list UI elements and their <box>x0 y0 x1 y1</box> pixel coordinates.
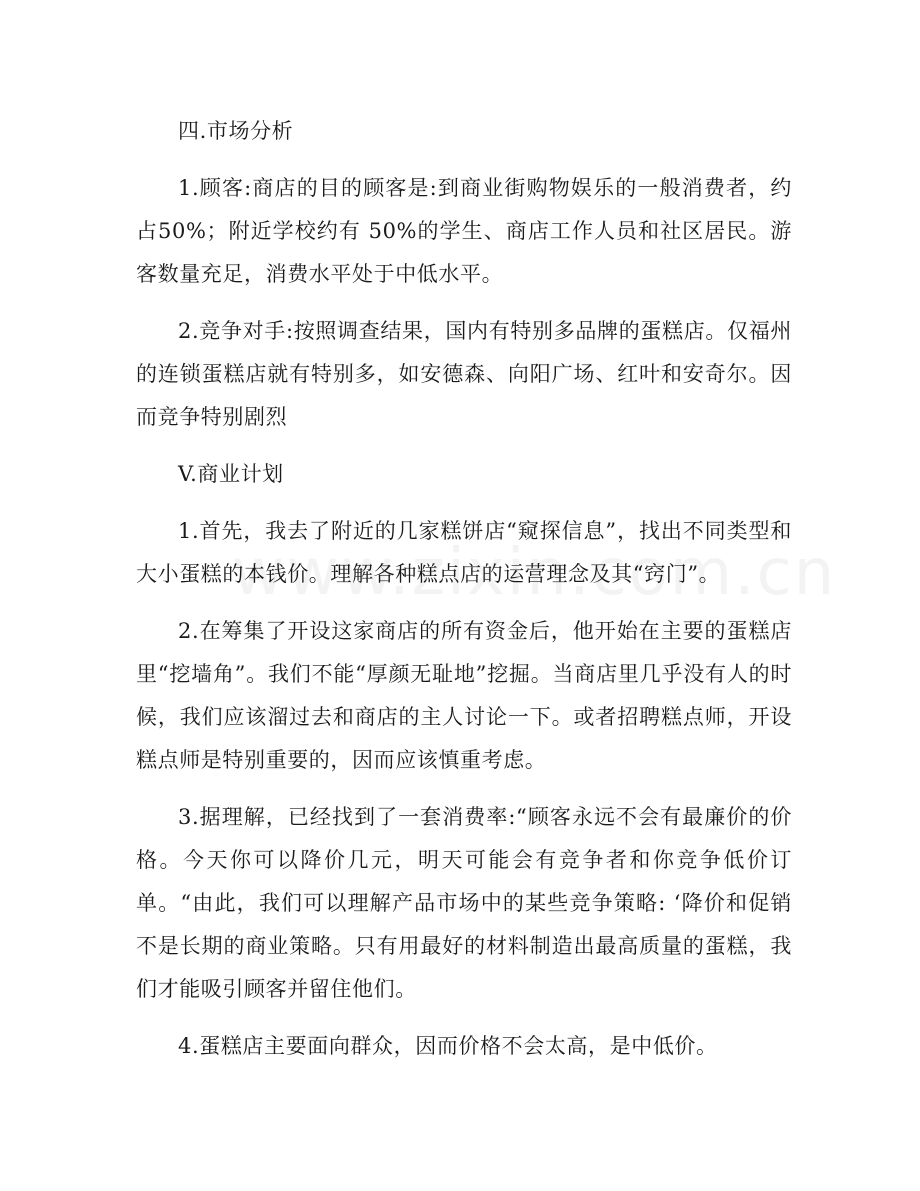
paragraph-plan-1: 1.首先，我去了附近的几家糕饼店“窥探信息”，找出不同类型和大小蛋糕的本钱价。理解各种糕点店的运营理念及其“窍门”。 <box>136 519 792 586</box>
paragraph-plan-3: 3.据理解，已经找到了一套消费率:“顾客永远不会有最廉价的价格。今天你可以降价几元，明天可能会有竞争者和你竞争低价订单。“由此，我们可以理解产品市场中的某些竞争策略: ‘降价和促销不是长期的商业策略。只有用最好的材料制造出最高质量的蛋糕，我们才能吸引顾客并留住他们。 <box>136 805 792 1001</box>
section-heading-business-plan: V.商业计划 <box>178 462 284 486</box>
paragraph-plan-2: 2.在筹集了开设这家商店的所有资金后，他开始在主要的蛋糕店里“挖墙角”。我们不能“厚颜无耻地”挖掘。当商店里几乎没有人的时候，我们应该溜过去和商店的主人讨论一下。或者招聘糕点师，开设糕点师是特别重要的，因而应该慎重考虑。 <box>136 619 792 772</box>
section-heading-market-analysis: 四.市场分析 <box>178 119 294 143</box>
paragraph-competitors: 2.竞争对手:按照调查结果，国内有特别多品牌的蛋糕店。仅福州的连锁蛋糕店就有特别多，如安德森、向阳广场、红叶和安奇尔。因而竞争特别剧烈 <box>136 319 792 429</box>
paragraph-customers: 1.顾客:商店的目的顾客是:到商业街购物娱乐的一般消费者，约占50%；附近学校约有 50%的学生、商店工作人员和社区居民。游客数量充足，消费水平处于中低水平。 <box>136 176 792 286</box>
document-body <box>136 110 792 1082</box>
paragraph-plan-4: 4.蛋糕店主要面向群众，因而价格不会太高，是中低价。 <box>178 1034 718 1058</box>
